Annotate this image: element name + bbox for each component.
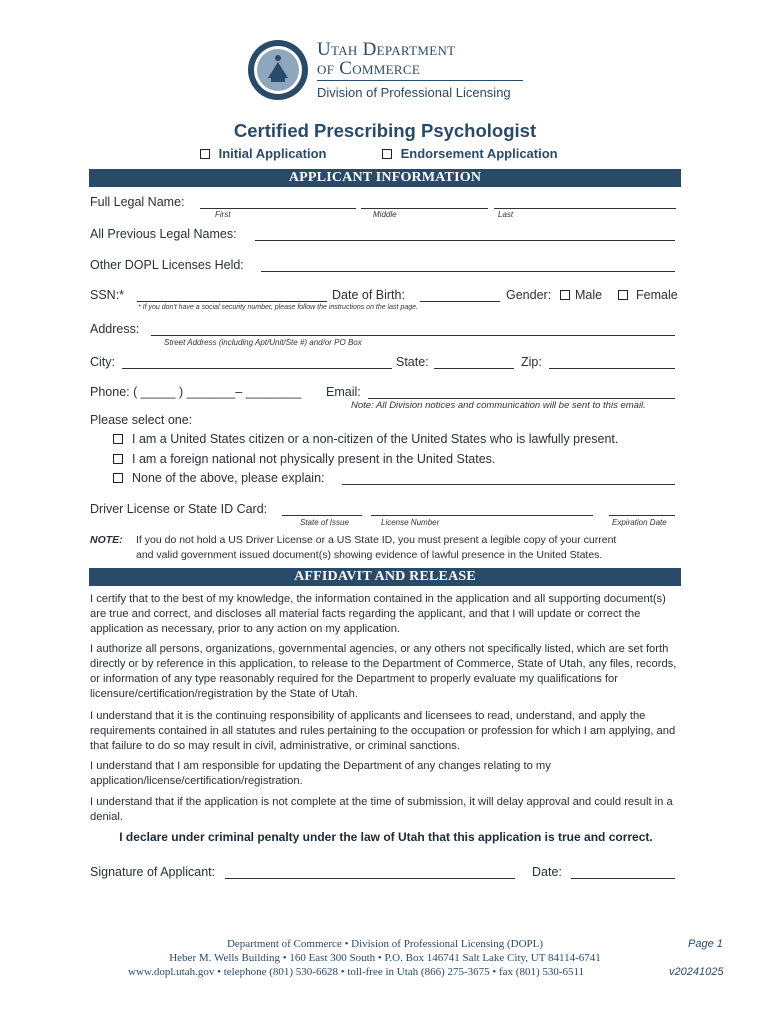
- gender-label: Gender:: [506, 288, 552, 302]
- state-field[interactable]: [434, 368, 514, 369]
- zip-field[interactable]: [549, 368, 675, 369]
- other-licenses-label: Other DOPL Licenses Held:: [90, 258, 244, 272]
- footer-line-3: www.dopl.utah.gov • telephone (801) 530-6628 • toll-free in Utah (866) 275-3675 • fax (801) 530-6511: [128, 966, 585, 978]
- page-number: Page 1: [688, 938, 723, 950]
- previous-names-label: All Previous Legal Names:: [90, 227, 237, 241]
- address-caption: Street Address (including Apt/Unit/Ste #) and/or PO Box: [164, 338, 362, 347]
- form-version: v20241025: [669, 966, 724, 978]
- affidavit-paragraph-3: I understand that it is the continuing responsibility of applicants and licensees to read, understand, and apply the requirements contained in all statutes and rules pertaining to the occupation or profession for which I am applying, and that failure to do so may result in civil, administrative, or criminal sanctions.: [90, 710, 676, 752]
- affidavit-paragraph-1: I certify that to the best of my knowledge, the information contained in the application and all supporting document(s) are true and correct, and discloses all material facts regarding the applicant, and that I will update or correct the application as necessary, prior to any action on my application.: [90, 593, 666, 635]
- foreign-national-label: I am a foreign national not physically present in the United States.: [132, 452, 496, 466]
- none-of-above-label: None of the above, please explain:: [132, 471, 325, 485]
- email-field[interactable]: [368, 398, 675, 399]
- full-name-label: Full Legal Name:: [90, 195, 185, 209]
- address-label: Address:: [90, 322, 140, 336]
- previous-names-field[interactable]: [255, 240, 675, 241]
- ssn-field[interactable]: [137, 301, 327, 302]
- affidavit-paragraph-5: I understand that if the application is not complete at the time of submission, it will delay approval and could result in a denial.: [90, 796, 673, 823]
- division-name: Division of Professional Licensing: [317, 85, 511, 100]
- endorsement-application-checkbox[interactable]: [382, 149, 392, 159]
- male-checkbox[interactable]: [560, 290, 570, 300]
- license-number-field[interactable]: [371, 515, 593, 516]
- state-seal-logo: [246, 38, 310, 102]
- citizen-checkbox[interactable]: [113, 434, 123, 444]
- middle-name-field[interactable]: [361, 208, 488, 209]
- dob-field[interactable]: [420, 301, 500, 302]
- expiration-caption: Expiration Date: [612, 518, 667, 527]
- state-of-issue-caption: State of Issue: [300, 518, 349, 527]
- org-name-line1: Utah Department: [317, 39, 456, 60]
- note-label: NOTE:: [90, 534, 123, 546]
- header-rule: [317, 80, 523, 81]
- city-field[interactable]: [122, 368, 392, 369]
- note-text-line2: and valid government issued document(s) showing evidence of lawful presence in the United States.: [136, 549, 603, 561]
- female-label: Female: [636, 288, 678, 302]
- dob-label: Date of Birth:: [332, 288, 405, 302]
- zip-label: Zip:: [521, 355, 542, 369]
- phone-field[interactable]: Phone: ( _____ ) _______– ________: [90, 385, 302, 399]
- affidavit-paragraph-4: I understand that I am responsible for updating the Department of any changes relating to my application/license/certification/registration.: [90, 760, 551, 787]
- first-caption: First: [215, 210, 231, 219]
- ssn-note: * If you don't have a social security number, please follow the instructions on the last page.: [138, 304, 418, 311]
- other-licenses-field[interactable]: [261, 271, 675, 272]
- last-name-field[interactable]: [494, 208, 676, 209]
- female-checkbox[interactable]: [618, 290, 628, 300]
- last-caption: Last: [498, 210, 514, 219]
- initial-application-checkbox[interactable]: [200, 149, 210, 159]
- male-label: Male: [575, 288, 603, 302]
- initial-application-option[interactable]: [200, 146, 326, 161]
- affidavit-paragraph-2: I authorize all persons, organizations, governmental agencies, or any others not specifically listed, which are set forth directly or by reference in this application, to release to the Department of Commerce, State of Utah, any files, records, or information of any type reasonably required for the Department to properly evaluate my qualifications for licensure/certification/registration by the State of Utah.: [90, 643, 677, 700]
- license-number-caption: License Number: [381, 518, 440, 527]
- date-field[interactable]: [571, 878, 675, 879]
- none-of-above-checkbox[interactable]: [113, 473, 123, 483]
- email-note: Note: All Division notices and communication will be sent to this email.: [351, 400, 646, 411]
- first-name-field[interactable]: [200, 208, 356, 209]
- initial-application-label: Initial Application: [218, 146, 327, 161]
- note-text-line1: If you do not hold a US Driver License or a US State ID, you must present a legible copy of your current: [136, 534, 617, 546]
- endorsement-application-label: Endorsement Application: [400, 146, 558, 161]
- signature-label: Signature of Applicant:: [90, 865, 216, 879]
- applicant-information-header: APPLICANT INFORMATION: [89, 169, 681, 187]
- address-field[interactable]: [151, 335, 675, 336]
- citizen-label: I am a United States citizen or a non-citizen of the United States who is lawfully present.: [132, 432, 619, 446]
- middle-caption: Middle: [373, 210, 397, 219]
- select-one-label: Please select one:: [90, 413, 193, 427]
- foreign-national-checkbox[interactable]: [113, 454, 123, 464]
- signature-field[interactable]: [225, 878, 515, 879]
- footer-line-1: Department of Commerce • Division of Professional Licensing (DOPL): [226, 938, 544, 950]
- org-name-line2: of Commerce: [317, 58, 421, 79]
- state-label: State:: [396, 355, 429, 369]
- expiration-date-field[interactable]: [609, 515, 675, 516]
- ssn-label: SSN:*: [90, 288, 125, 302]
- city-label: City:: [90, 355, 115, 369]
- endorsement-application-option[interactable]: [382, 146, 558, 161]
- declaration-statement: I declare under criminal penalty under the law of Utah that this application is true and correct.: [119, 830, 653, 844]
- form-title: Certified Prescribing Psychologist: [233, 120, 537, 141]
- date-label: Date:: [532, 865, 562, 879]
- driver-license-label: Driver License or State ID Card:: [90, 502, 268, 516]
- state-of-issue-field[interactable]: [282, 515, 362, 516]
- footer-line-2: Heber M. Wells Building • 160 East 300 South • P.O. Box 146741 Salt Lake City, UT 84114-6741: [169, 952, 601, 964]
- explain-field[interactable]: [342, 484, 675, 485]
- email-label: Email:: [326, 385, 361, 399]
- affidavit-header: AFFIDAVIT AND RELEASE: [89, 568, 681, 586]
